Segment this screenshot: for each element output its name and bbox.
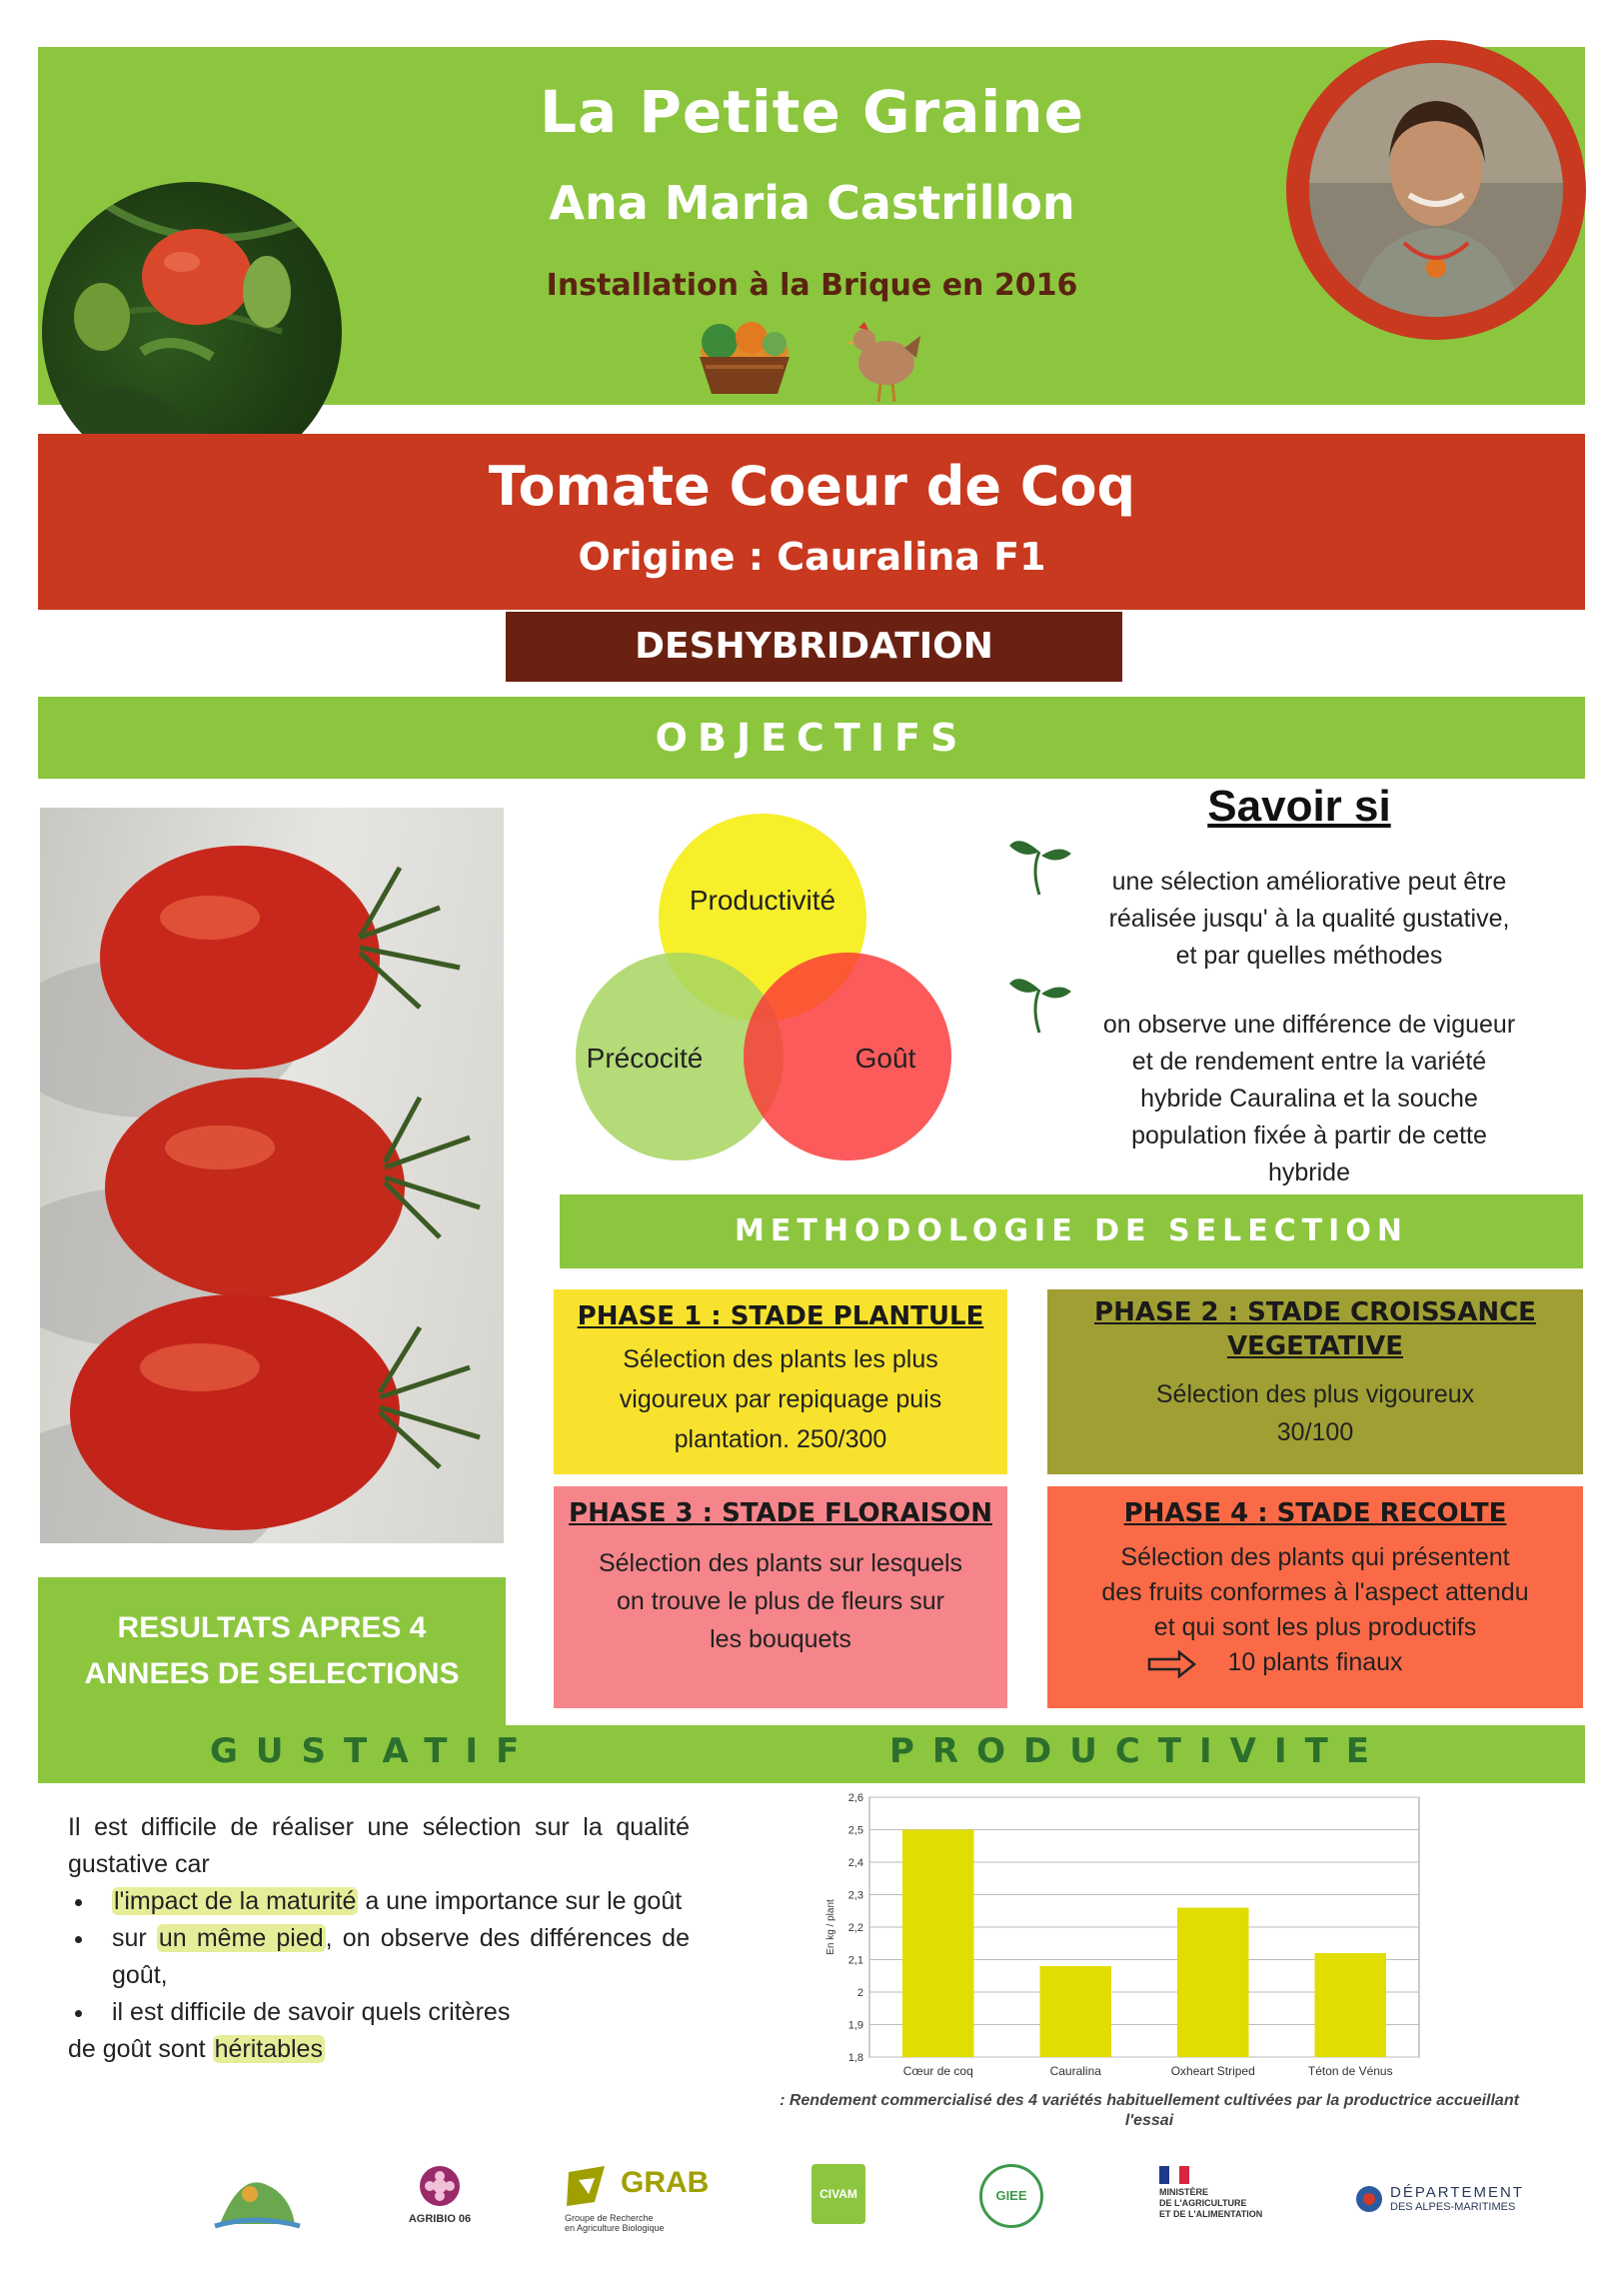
vegetable-basket-icon xyxy=(690,312,800,402)
chart-bar xyxy=(1315,1953,1387,2057)
chart-y-tick-label: 1,8 xyxy=(847,2052,863,2064)
phase-3-title: PHASE 3 : STADE FLORAISON xyxy=(569,1498,992,1528)
chart-y-tick-label: 2,1 xyxy=(847,1954,863,1967)
gustatif-bullet-1: • l'impact de la maturité a une importance sur le goût xyxy=(96,1883,690,1920)
phase-1-title: PHASE 1 : STADE PLANTULE xyxy=(577,1301,984,1331)
gustatif-bullet-2: • sur un même pied, on observe des différences de goût, xyxy=(96,1920,690,1994)
savoir-title: Savoir si xyxy=(1207,782,1391,831)
phase-4-box: PHASE 4 : STADE RECOLTE Sélection des plants qui présentent des fruits conformes à l'aspect attendu et qui sont les plus productifs 10 plants finaux xyxy=(1047,1486,1583,1708)
venn-label-top: Productivité xyxy=(689,885,836,916)
chart-y-tick-label: 2 xyxy=(856,1987,863,1999)
gustatif-tail: de goût sont héritables xyxy=(68,2035,323,2063)
variety-origin: Origine : Cauralina F1 xyxy=(578,535,1046,579)
farmer-portrait-photo xyxy=(1309,63,1563,317)
chart-x-tick-label: Cauralina xyxy=(1049,2064,1101,2078)
tomatoes-photo xyxy=(40,808,504,1543)
departement-crest-icon xyxy=(1354,2184,1384,2214)
chart-y-tick-label: 2,2 xyxy=(847,1922,863,1934)
phase-3-box: PHASE 3 : STADE FLORAISON Sélection des plants sur lesquels on trouve le plus de fleurs sur les bouquets xyxy=(554,1486,1007,1708)
grab-logo: GRAB Groupe de Recherche en Agriculture Biologique xyxy=(565,2162,705,2233)
chart-y-tick-label: 2,4 xyxy=(847,1857,863,1869)
chart-bar xyxy=(1177,1908,1249,2058)
savoir-point-2: on observe une différence de vigueur et de rendement entre la variété hybride Cauralina et la souche population fixée à partir de cette hybride xyxy=(1102,1011,1516,1186)
civam-logo: CIVAM xyxy=(812,2164,865,2224)
phase-2-title-2: VEGETATIVE xyxy=(1226,1331,1404,1361)
chart-caption: : Rendement commercialisé des 4 variétés habituellement cultivées par la productrice accueillant l'essai xyxy=(780,2092,1519,2129)
chart-x-tick-label: Cœur de coq xyxy=(902,2064,973,2078)
installation-text: Installation à la Brique en 2016 xyxy=(546,268,1078,303)
phase-2-title: PHASE 2 : STADE CROISSANCE xyxy=(1094,1297,1536,1327)
gustatif-bullet-3: • il est difficile de savoir quels critères xyxy=(96,1994,690,2031)
results-heading: RESULTATS APRES 4 ANNEES DE SELECTIONS xyxy=(38,1577,506,1727)
productivite-heading: PRODUCTIVITE xyxy=(889,1731,1388,1771)
chart-y-tick-label: 2,3 xyxy=(847,1889,863,1902)
agribio-flower-icon xyxy=(418,2164,462,2208)
phase-1-box: PHASE 1 : STADE PLANTULE Sélection des plants les plus vigoureux par repiquage puis plantation. 250/300 xyxy=(554,1289,1007,1474)
methodologie-heading: METHODOLOGIE DE SELECTION xyxy=(560,1194,1583,1268)
phase-4-title: PHASE 4 : STADE RECOLTE xyxy=(1123,1498,1507,1528)
savoir-point-1: une sélection améliorative peut être réalisée jusqu' à la qualité gustative, et par quelles méthodes xyxy=(1108,868,1510,970)
productivity-chart xyxy=(810,1789,1429,2089)
chart-x-tick-label: Téton de Vénus xyxy=(1307,2064,1393,2078)
agribio-logo: AGRIBIO 06 xyxy=(395,2164,485,2225)
chart-y-tick-label: 2,6 xyxy=(847,1792,863,1804)
venn-label-left: Précocité xyxy=(586,1043,704,1074)
chart-bar xyxy=(902,1830,974,2058)
chart-y-tick-label: 1,9 xyxy=(847,2019,863,2032)
farmer-name: Ana Maria Castrillon xyxy=(549,176,1075,230)
final-plants-text: 10 plants finaux xyxy=(1227,1648,1403,1676)
variety-title: Tomate Coeur de Coq xyxy=(488,455,1136,518)
venn-circle-gout xyxy=(744,953,951,1160)
giee-logo: GIEE xyxy=(979,2164,1043,2228)
phase-2-box: PHASE 2 : STADE CROISSANCE VEGETATIVE Sélection des plus vigoureux 30/100 xyxy=(1047,1289,1583,1474)
marianne-flag-icon xyxy=(1159,2166,1189,2184)
objectifs-heading: OBJECTIFS xyxy=(38,697,1585,779)
venn-diagram xyxy=(560,800,979,1179)
partner-logos xyxy=(0,2154,1624,2254)
venn-label-right: Goût xyxy=(854,1043,916,1074)
farm-title: La Petite Graine xyxy=(540,78,1084,146)
gustatif-heading: GUSTATIF xyxy=(210,1731,538,1771)
hen-icon xyxy=(844,318,924,408)
gustatif-text xyxy=(68,1809,690,2068)
chart-bar xyxy=(1040,1966,1112,2057)
chart-x-tick-label: Oxheart Striped xyxy=(1170,2064,1255,2078)
gustatif-intro: Il est difficile de réaliser une sélection sur la qualité gustative car xyxy=(68,1813,690,1878)
comite-logo-icon xyxy=(210,2164,305,2239)
method-tag: DESHYBRIDATION xyxy=(506,612,1122,682)
chart-y-axis-label: En kg / plant xyxy=(825,1899,836,1955)
arrow-right-icon xyxy=(1147,1649,1197,1679)
ministere-logo: MINISTÈRE DE L'AGRICULTURE ET DE L'ALIMENTATION xyxy=(1159,2166,1289,2220)
chart-y-tick-label: 2,5 xyxy=(847,1824,863,1837)
departement-logo: DÉPARTEMENT DES ALPES-MARITIMES xyxy=(1354,2184,1544,2213)
